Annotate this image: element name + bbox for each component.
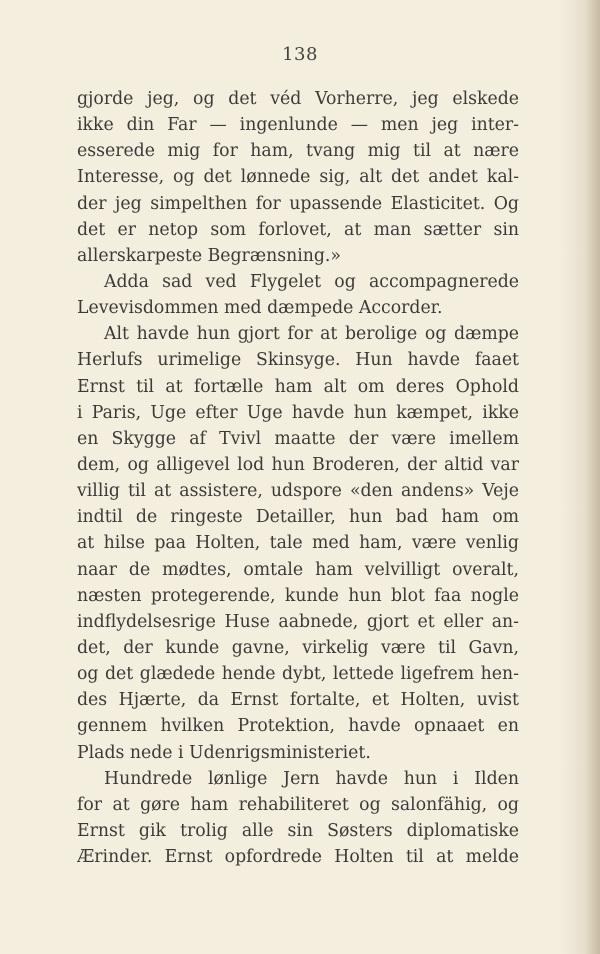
text-line: for at gøre ham rehabiliteret og salonfähig, og [77, 794, 519, 815]
text-line: naar de mødtes, omtale ham velvilligt overalt, [77, 559, 519, 580]
text-line: det er netop som forlovet, at man sætter sin [77, 219, 519, 240]
text-line: esserede mig for ham, tvang mig til at nære [77, 141, 519, 162]
body-text [77, 86, 519, 870]
text-line: i Paris, Uge efter Uge havde hun kæmpet, ikke [77, 402, 519, 423]
text-line: Ærinder. Ernst opfordrede Holten til at melde [77, 847, 519, 868]
text-line: des Hjærte, da Ernst fortalte, et Holten, uvist [77, 690, 519, 711]
page-number: 138 [282, 44, 318, 65]
text-line: Levevisdommen med dæmpede Accorder. [77, 298, 443, 319]
text-line: Alt havde hun gjort for at berolige og dæmpe [104, 324, 519, 345]
text-line: gjorde jeg, og det véd Vorherre, jeg elskede [77, 89, 519, 109]
text-line: ikke din Far — ingenlunde — men jeg inter- [77, 115, 519, 136]
text-line: det, der kunde gavne, virkelig være til Gavn, [77, 637, 519, 658]
text-line: Herlufs urimelige Skinsyge. Hun havde faaet [77, 350, 519, 371]
text-line: indtil de ringeste Detailler, hun bad ham om [77, 507, 519, 528]
text-line: Ernst til at fortælle ham alt om deres Ophold [77, 376, 519, 397]
text-line: Interesse, og det lønnede sig, alt det andet kal- [77, 167, 519, 188]
text-line: der jeg simpelthen for upassende Elasticitet. Og [77, 193, 519, 214]
text-line: indflydelsesrige Huse aabnede, gjort et eller an- [77, 611, 519, 632]
text-line: allerskarpeste Begrænsning.» [77, 245, 341, 266]
text-line: næsten protegerende, kunde hun blot faa nogle [77, 585, 519, 606]
text-line: og det glædede hende dybt, lettede ligefrem hen- [77, 664, 519, 685]
text-line: villig til at assistere, udspore «den andens» Veje [77, 481, 519, 502]
text-line: Adda sad ved Flygelet og accompagnerede [104, 271, 519, 292]
text-line: at hilse paa Holten, tale med ham, være venlig [77, 533, 519, 554]
text-line: Hundrede lønlige Jern havde hun i Ilden [104, 768, 519, 789]
text-line: en Skygge af Tvivl maatte der være imellem [77, 428, 519, 449]
text-line: gennem hvilken Protektion, havde opnaaet en [77, 716, 519, 737]
text-line: dem, og alligevel lod hun Broderen, der altid var [77, 454, 519, 475]
text-line: Plads nede i Udenrigsministeriet. [77, 742, 371, 763]
text-line: Ernst gik trolig alle sin Søsters diplomatiske [77, 820, 519, 841]
